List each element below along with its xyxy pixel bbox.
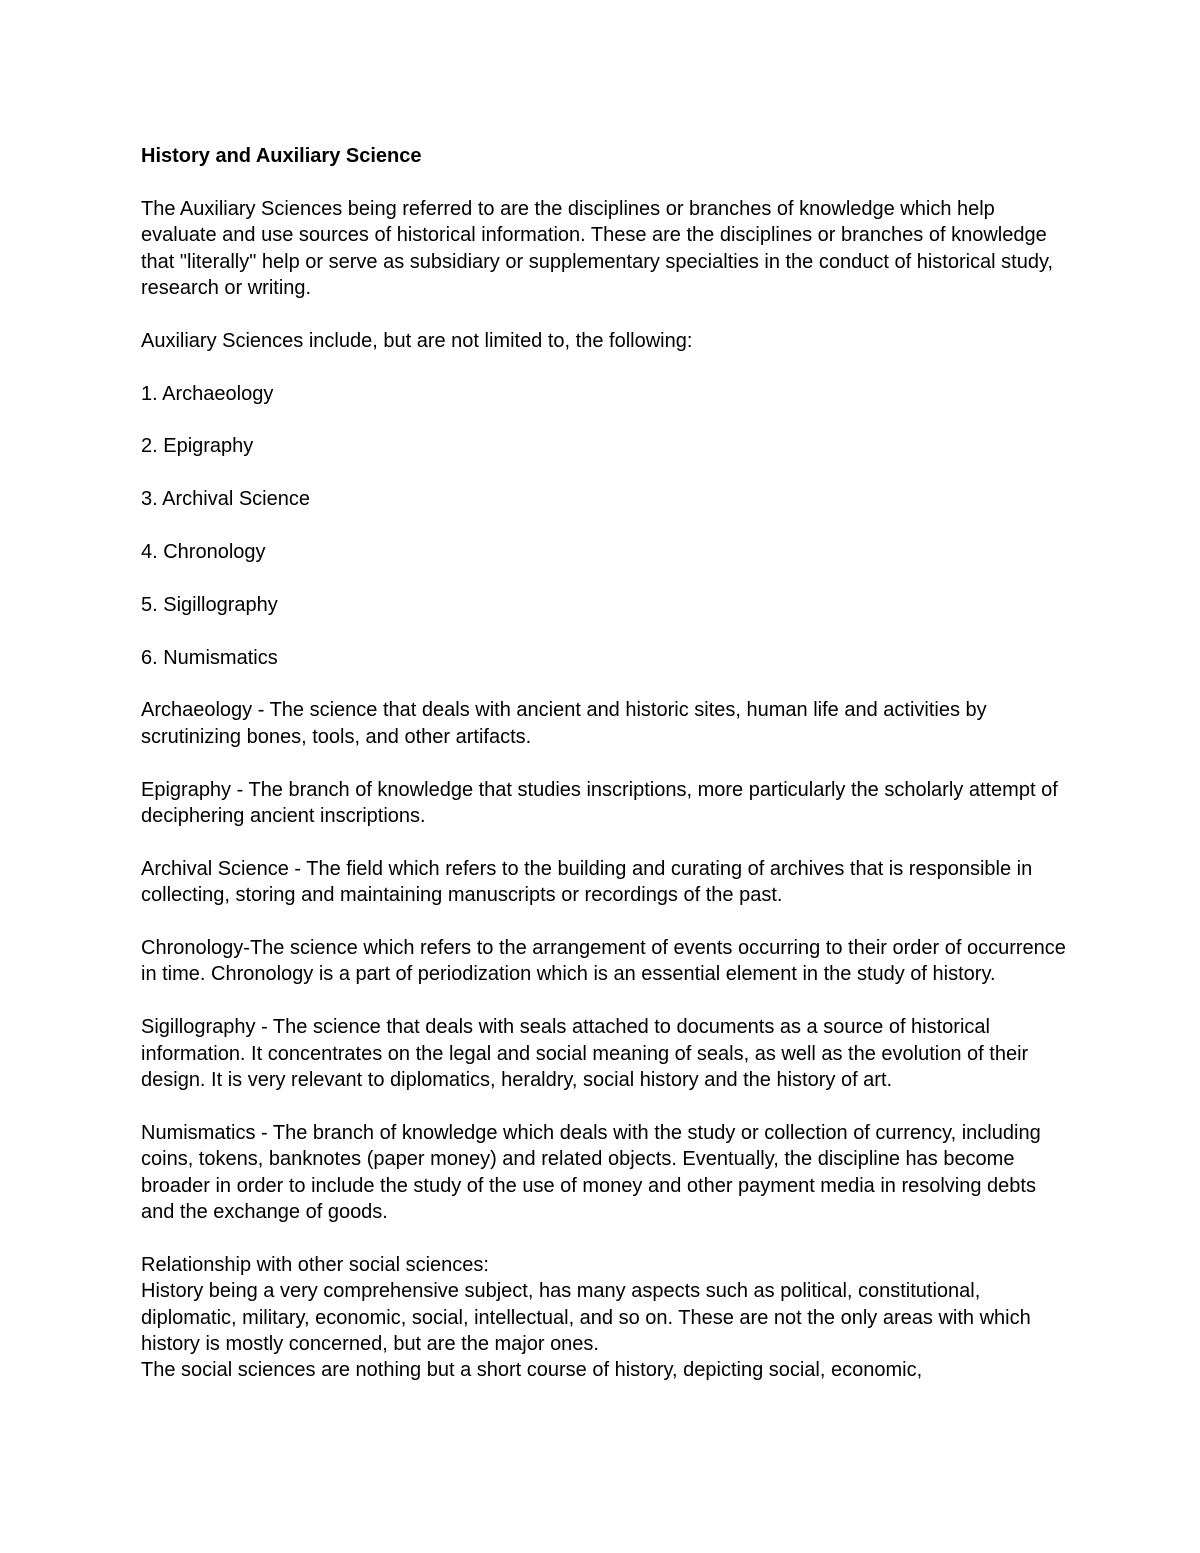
list-intro-paragraph: Auxiliary Sciences include, but are not limited to, the following:	[141, 329, 693, 352]
list-item: 6. Numismatics	[141, 646, 278, 669]
document-body	[141, 143, 1071, 1384]
definition-archaeology: Archaeology - The science that deals with ancient and historic sites, human life and activities by scrutinizing bones, tools, and other artifacts.	[141, 699, 987, 748]
definition-numismatics: Numismatics - The branch of knowledge which deals with the study or collection of currency, including coins, tokens, banknotes (paper money) and related objects. Eventually, the discipline has become broader in order to include the study of the use of money and other payment media in resolving debts and the exchange of goods.	[141, 1121, 1041, 1224]
definition-sigillography: Sigillography - The science that deals with seals attached to documents as a source of historical information. It concentrates on the legal and social meaning of seals, as well as the evolution of their design. It is very relevant to diplomatics, heraldry, social history and the history of art.	[141, 1016, 1029, 1092]
definition-chronology: Chronology-The science which refers to the arrangement of events occurring to their order of occurrence in time. Chronology is a part of periodization which is an essential element in the study of history.	[141, 937, 1066, 986]
list-item: 3. Archival Science	[141, 488, 310, 511]
definition-archival-science: Archival Science - The field which refers to the building and curating of archives that is responsible in collecting, storing and maintaining manuscripts or recordings of the past.	[141, 857, 1033, 907]
definition-epigraphy: Epigraphy - The branch of knowledge that studies inscriptions, more particularly the scholarly attempt of deciphering ancient inscriptions.	[141, 778, 1058, 827]
relationship-paragraph: History being a very comprehensive subject, has many aspects such as political, constitutional, diplomatic, military, economic, social, intellectual, and so on. These are not the only areas with which history is mostly concerned, but are the major ones.	[141, 1280, 1031, 1356]
list-item: 1. Archaeology	[141, 382, 274, 405]
document-title: History and Auxiliary Science	[141, 145, 422, 167]
list-item: 4. Chronology	[141, 541, 266, 563]
relationship-heading: Relationship with other social sciences:	[141, 1253, 489, 1276]
closing-paragraph: The social sciences are nothing but a short course of history, depicting social, economic,	[141, 1359, 923, 1382]
intro-paragraph: The Auxiliary Sciences being referred to are the disciplines or branches of knowledge which help evaluate and use sources of historical information. These are the disciplines or branches of knowledge that "literally" help or serve as subsidiary or supplementary specialties in the conduct of historical study, research or writing.	[141, 197, 1054, 300]
list-item: 2. Epigraphy	[141, 435, 254, 458]
list-item: 5. Sigillography	[141, 593, 278, 616]
